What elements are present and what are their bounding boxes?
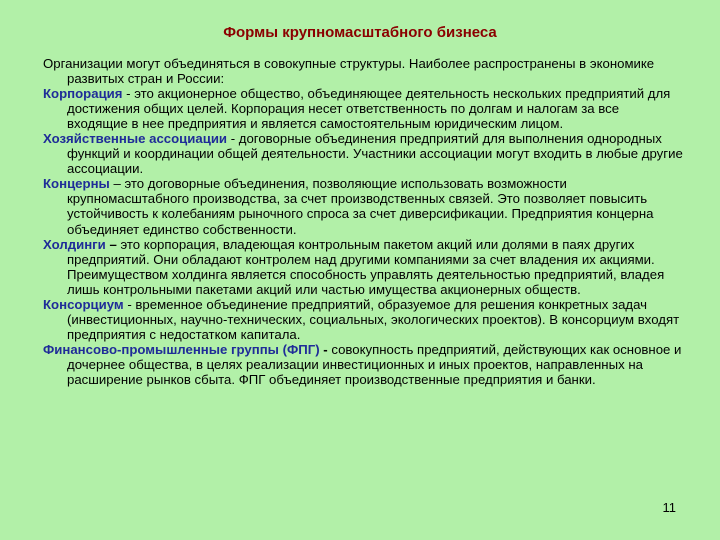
definition-consortium: [43, 297, 683, 342]
separator: -: [319, 341, 332, 357]
definition-text: это корпорация, владеющая контрольным пакетом акций или долями в паях других предприятий. Они обладают контролем над другими компаниями за счет владения их акциями. Преимуществом холдинга является способность управлять деятельностью предприятий, владея лишь контрольными пакетами акций или частью имущества акционерных обществ.: [67, 236, 665, 297]
intro-paragraph: [43, 56, 683, 86]
separator: -: [227, 131, 239, 147]
term-consortium: Консорциум: [43, 296, 124, 312]
separator: –: [105, 236, 121, 252]
term-corporation: Корпорация: [43, 86, 123, 102]
term-fig: Финансово-промышленные группы (ФПГ): [43, 341, 320, 357]
definition-text: временное объединение предприятий, образуемое для решения конкретных задач (инвестиционных, научно-технических, социальных, экологических проектов). В консорциум входят предприятия с недостатком капитала.: [67, 296, 680, 342]
definition-holdings: [43, 237, 683, 297]
definition-text: договорные объединения предприятий для выполнения однородных функций и координации общей деятельности. Участники ассоциации могут входить в любые другие ассоциации.: [67, 131, 683, 177]
term-concerns: Концерны: [43, 176, 110, 192]
term-associations: Хозяйственные ассоциации: [43, 131, 228, 147]
definition-corporation: [43, 86, 683, 131]
slide-body: [43, 56, 683, 387]
definition-fig: [43, 342, 683, 387]
term-holdings: Холдинги: [43, 236, 106, 252]
separator: –: [109, 176, 125, 192]
intro-text: Организации могут объединяться в совокупные структуры. Наиболее распространены в экономике развитых стран и России:: [43, 56, 655, 87]
definition-associations: [43, 131, 683, 176]
definition-text: это акционерное общество, объединяющее деятельность нескольких предприятий для достижения общих целей. Корпорация несет ответственность по долгам и налогам за все входящие в нее предприятия и является самостоятельным юридическим лицом.: [67, 86, 671, 132]
page-number: 11: [662, 500, 676, 515]
slide-title: Формы крупномасштабного бизнеса: [223, 24, 497, 41]
separator: -: [123, 296, 136, 312]
definition-text: это договорные объединения, позволяющие использовать возможности крупномасштабного производства, за счет производственных связей. Это позволяет повысить устойчивость к колебаниям рыночного спроса за счет диверсификации. Предприятия концерна объединяет единство собственности.: [67, 176, 654, 237]
definition-concerns: [43, 176, 683, 236]
definition-text: совокупность предприятий, действующих как основное и дочернее общества, в целях реализации инвестиционных и иных проектов, направленных на расширение рынков сбыта. ФПГ объединяет производственные предприятия и банки.: [67, 341, 682, 387]
separator: -: [122, 86, 135, 102]
